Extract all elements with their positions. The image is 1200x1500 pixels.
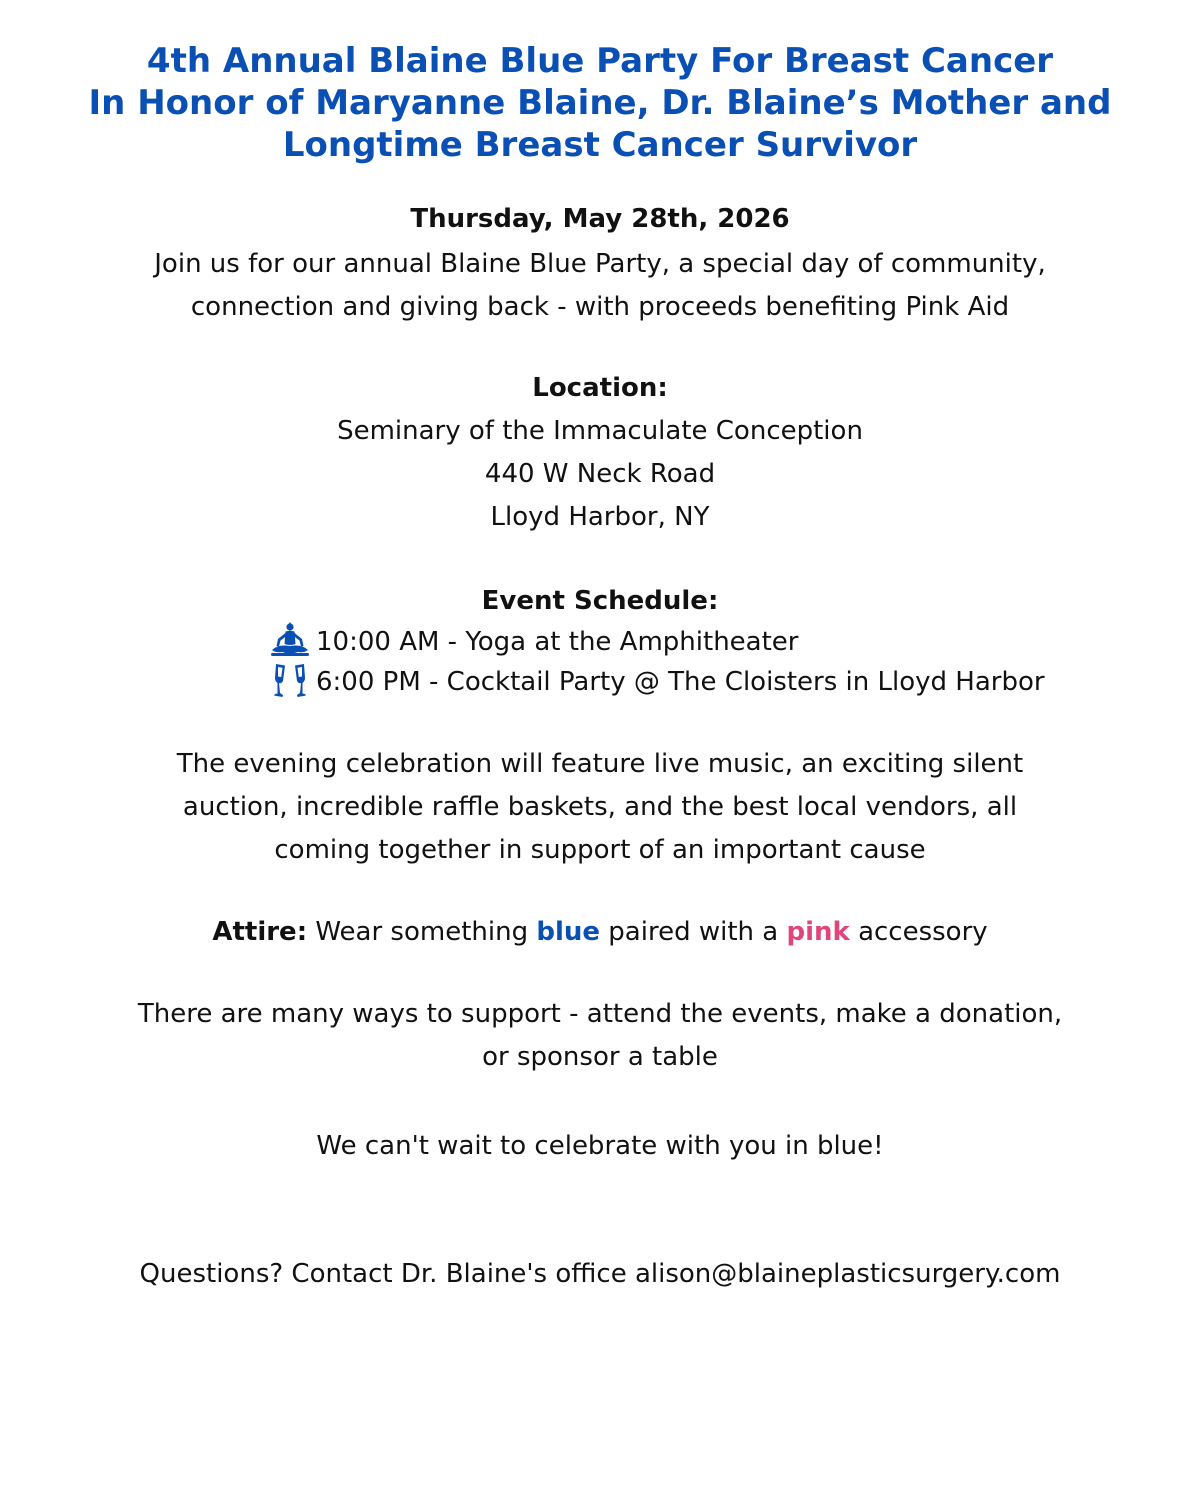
event-title [40, 40, 1160, 166]
attire-blue-word: blue [536, 917, 601, 947]
yoga-meditation-icon [268, 622, 312, 662]
feature-line-1: The evening celebration will feature live music, an exciting silent [176, 749, 1024, 779]
schedule-item-yoga-text: 10:00 AM - Yoga at the Amphitheater [316, 627, 799, 657]
location-street: 440 W Neck Road [484, 459, 716, 489]
support-line-1: There are many ways to support - attend the events, make a donation, [137, 999, 1063, 1029]
title-line-1: 4th Annual Blaine Blue Party For Breast Cancer [146, 41, 1054, 81]
celebration-description [40, 743, 1160, 872]
location-city: Lloyd Harbor, NY [490, 502, 710, 532]
schedule-item-yoga [268, 622, 1188, 662]
champagne-glasses-icon [268, 662, 312, 702]
feature-line-3: coming together in support of an important cause [274, 835, 926, 865]
support-line-2: or sponsor a table [482, 1042, 718, 1072]
location-name: Seminary of the Immaculate Conception [337, 416, 863, 446]
event-date: Thursday, May 28th, 2026 [410, 204, 790, 234]
attire-label: Attire: [212, 917, 308, 947]
location-details [40, 410, 1160, 539]
feature-line-2: auction, incredible raffle baskets, and the best local vendors, all [182, 792, 1018, 822]
contact-line: Questions? Contact Dr. Blaine's office alison@blaineplasticsurgery.com [139, 1259, 1061, 1289]
attire-pink-word: pink [786, 917, 850, 947]
schedule-item-cocktail-text: 6:00 PM - Cocktail Party @ The Cloisters in Lloyd Harbor [316, 667, 1045, 697]
title-line-2: In Honor of Maryanne Blaine, Dr. Blaine’s Mother and [88, 83, 1112, 123]
attire-text-after: accessory [858, 917, 988, 947]
intro-line-1: Join us for our annual Blaine Blue Party, a special day of community, [154, 249, 1046, 279]
support-paragraph [40, 993, 1160, 1079]
schedule-list [268, 622, 1188, 702]
attire-line [40, 911, 1160, 954]
location-heading: Location: [532, 373, 668, 403]
attire-text-middle: paired with a [608, 917, 779, 947]
title-line-3: Longtime Breast Cancer Survivor [282, 125, 918, 165]
schedule-heading: Event Schedule: [481, 586, 719, 616]
intro-line-2: connection and giving back - with proceeds benefiting Pink Aid [190, 292, 1010, 322]
intro-paragraph [40, 243, 1160, 329]
attire-text-before: Wear something [315, 917, 529, 947]
closing-line: We can't wait to celebrate with you in blue! [316, 1131, 884, 1161]
schedule-item-cocktail [268, 662, 1188, 702]
